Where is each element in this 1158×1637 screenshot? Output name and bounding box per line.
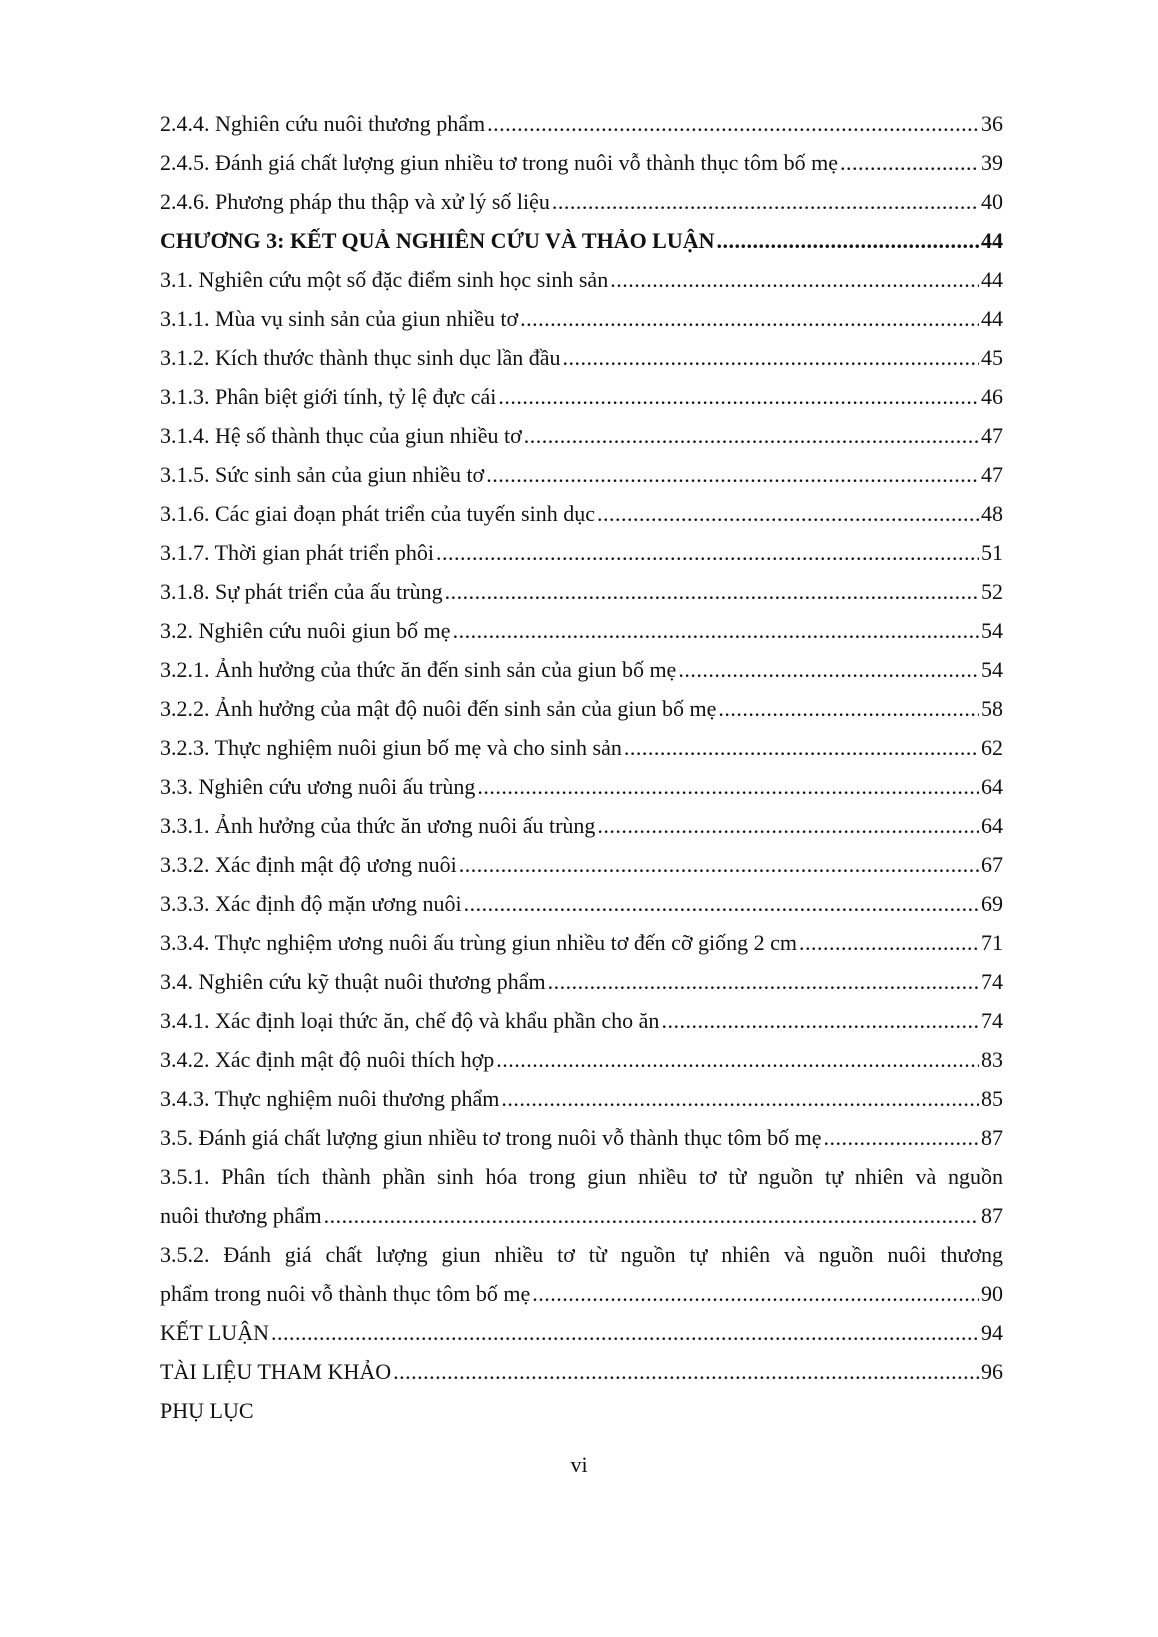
toc-entry[interactable] [160, 1196, 1003, 1235]
toc-entry-page: 54 [981, 618, 1003, 643]
toc-entry[interactable] [160, 1391, 1003, 1430]
toc-entry-page: 47 [981, 423, 1003, 448]
toc-entry-title: 3.3.3. Xác định độ mặn ương nuôi [160, 891, 462, 916]
toc-entry-page: 47 [981, 462, 1003, 487]
toc-entry-title: 3.2.1. Ảnh hưởng của thức ăn đến sinh sản của giun bố mẹ [160, 657, 677, 682]
toc-entry-page: 69 [981, 891, 1003, 916]
toc-entry[interactable] [160, 1274, 1003, 1313]
toc-entry-page: 83 [981, 1047, 1003, 1072]
toc-entry-page: 87 [981, 1203, 1003, 1228]
toc-entry-title: 3.4.1. Xác định loại thức ăn, chế độ và khẩu phần cho ăn [160, 1008, 660, 1033]
toc-entry-page: 64 [981, 774, 1003, 799]
dot-leader [718, 689, 979, 728]
toc-entry-title: TÀI LIỆU THAM KHẢO [160, 1359, 392, 1384]
toc-entry[interactable] [160, 299, 1003, 338]
toc-entry[interactable] [160, 572, 1003, 611]
toc-entry-title: KẾT LUẬN [160, 1320, 269, 1345]
toc-entry-title: 3.1.6. Các giai đoạn phát triển của tuyến sinh dục [160, 501, 595, 526]
toc-entry-title: 3.1.8. Sự phát triển của ấu trùng [160, 579, 443, 604]
dot-leader [597, 806, 979, 845]
dot-leader [717, 221, 979, 260]
toc-entry[interactable] [160, 221, 1003, 260]
toc-entry-title: phẩm trong nuôi vỗ thành thục tôm bố mẹ [160, 1281, 531, 1306]
toc-entry[interactable] [160, 923, 1003, 962]
toc-entry-title: 3.1.5. Sức sinh sản của giun nhiều tơ [160, 462, 485, 487]
toc-entry[interactable] [160, 182, 1003, 221]
toc-entry-page: 90 [981, 1281, 1003, 1306]
toc-entry[interactable] [160, 728, 1003, 767]
toc-entry-line: 3.5.2. Đánh giá chất lượng giun nhiều tơ từ nguồn tự nhiên và nguồn nuôi thương [160, 1242, 1003, 1267]
toc-entry-page: 46 [981, 384, 1003, 409]
dot-leader [548, 962, 979, 1001]
toc-entry-title: 3.1.4. Hệ số thành thục của giun nhiều tơ [160, 423, 522, 448]
dot-leader [524, 416, 979, 455]
toc-entry-title: 3.3.2. Xác định mật độ ương nuôi [160, 852, 457, 877]
toc-entry[interactable] [160, 884, 1003, 923]
dot-leader [597, 494, 979, 533]
toc-entry-title: nuôi thương phẩm [160, 1203, 322, 1228]
dot-leader [563, 338, 979, 377]
toc-entry-title: 3.1.1. Mùa vụ sinh sản của giun nhiều tơ [160, 306, 519, 331]
toc-entry-page: 87 [981, 1125, 1003, 1150]
table-of-contents [160, 104, 1003, 1430]
toc-entry[interactable] [160, 143, 1003, 182]
toc-entry-title: 3.1.2. Kích thước thành thục sinh dục lần đầu [160, 345, 561, 370]
toc-entry-page: 74 [981, 1008, 1003, 1033]
toc-entry-page: 44 [981, 228, 1003, 253]
toc-entry-page: 39 [981, 150, 1003, 175]
dot-leader [324, 1196, 979, 1235]
dot-leader [271, 1313, 979, 1352]
toc-entry[interactable] [160, 1352, 1003, 1391]
toc-entry-page: 45 [981, 345, 1003, 370]
toc-entry-title: 2.4.6. Phương pháp thu thập và xử lý số liệu [160, 189, 550, 214]
toc-entry-page: 85 [981, 1086, 1003, 1111]
dot-leader [487, 104, 979, 143]
page-number: vi [570, 1452, 588, 1477]
toc-entry-page: 64 [981, 813, 1003, 838]
dot-leader [436, 533, 979, 572]
dot-leader [823, 1118, 979, 1157]
toc-entry-page: 48 [981, 501, 1003, 526]
dot-leader [532, 1274, 979, 1313]
dot-leader [393, 1352, 979, 1391]
toc-entry[interactable] [160, 455, 1003, 494]
toc-entry[interactable] [160, 767, 1003, 806]
toc-entry[interactable] [160, 650, 1003, 689]
dot-leader [459, 845, 979, 884]
toc-entry[interactable] [160, 416, 1003, 455]
dot-leader [486, 455, 979, 494]
toc-entry-title: CHƯƠNG 3: KẾT QUẢ NGHIÊN CỨU VÀ THẢO LUẬN [160, 228, 715, 253]
toc-entry-page: 36 [981, 111, 1003, 136]
toc-entry-page: 74 [981, 969, 1003, 994]
dot-leader [624, 728, 979, 767]
toc-entry-title: 2.4.5. Đánh giá chất lượng giun nhiều tơ trong nuôi vỗ thành thục tôm bố mẹ [160, 150, 838, 175]
dot-leader [496, 1040, 979, 1079]
toc-entry-page: 54 [981, 657, 1003, 682]
toc-entry[interactable] [160, 260, 1003, 299]
dot-leader [840, 143, 979, 182]
dot-leader [610, 260, 979, 299]
toc-entry[interactable] [160, 611, 1003, 650]
toc-entry-page: 51 [981, 540, 1003, 565]
toc-entry[interactable] [160, 689, 1003, 728]
toc-entry-title: 3.2.2. Ảnh hưởng của mật độ nuôi đến sinh sản của giun bố mẹ [160, 696, 717, 721]
dot-leader [661, 1001, 979, 1040]
toc-entry[interactable] [160, 806, 1003, 845]
toc-entry-title: 3.1.3. Phân biệt giới tính, tỷ lệ đực cái [160, 384, 497, 409]
toc-entry[interactable] [160, 1040, 1003, 1079]
toc-entry-page: 40 [981, 189, 1003, 214]
toc-entry-page: 44 [981, 267, 1003, 292]
toc-entry-title: 3.1. Nghiên cứu một số đặc điểm sinh học sinh sản [160, 267, 609, 292]
toc-entry-title: 3.3.1. Ảnh hưởng của thức ăn ương nuôi ấu trùng [160, 813, 596, 838]
toc-entry[interactable] [160, 1079, 1003, 1118]
dot-leader [477, 767, 979, 806]
toc-entry-title: 3.2. Nghiên cứu nuôi giun bố mẹ [160, 618, 451, 643]
toc-entry-page: 71 [981, 930, 1003, 955]
dot-leader [501, 1079, 979, 1118]
toc-entry-page: 62 [981, 735, 1003, 760]
toc-entry-title: 3.2.3. Thực nghiệm nuôi giun bố mẹ và cho sinh sản [160, 735, 622, 760]
toc-entry[interactable] [160, 494, 1003, 533]
toc-entry[interactable] [160, 1118, 1003, 1157]
toc-entry-title: 3.4.3. Thực nghiệm nuôi thương phẩm [160, 1086, 500, 1111]
toc-entry-title: 3.1.7. Thời gian phát triển phôi [160, 540, 434, 565]
dot-leader [453, 611, 979, 650]
toc-entry[interactable] [160, 377, 1003, 416]
dot-leader [552, 182, 979, 221]
toc-entry-title: 3.3.4. Thực nghiệm ương nuôi ấu trùng giun nhiều tơ đến cỡ giống 2 cm [160, 930, 797, 955]
toc-entry[interactable] [160, 962, 1003, 1001]
toc-entry[interactable] [160, 1313, 1003, 1352]
toc-entry-title: 3.4. Nghiên cứu kỹ thuật nuôi thương phẩm [160, 969, 546, 994]
dot-leader [464, 884, 979, 923]
dot-leader [520, 299, 979, 338]
toc-entry[interactable] [160, 338, 1003, 377]
toc-entry-title: 3.3. Nghiên cứu ương nuôi ấu trùng [160, 774, 476, 799]
toc-entry-page: 67 [981, 852, 1003, 877]
toc-entry-page: 44 [981, 306, 1003, 331]
toc-entry-page: 96 [981, 1359, 1003, 1384]
toc-entry[interactable] [160, 1001, 1003, 1040]
toc-entry-line: 3.5.1. Phân tích thành phần sinh hóa trong giun nhiều tơ từ nguồn tự nhiên và nguồn [160, 1164, 1003, 1189]
toc-entry-page: 94 [981, 1320, 1003, 1345]
dot-leader [799, 923, 979, 962]
toc-entry[interactable] [160, 104, 1003, 143]
toc-entry-page: 58 [981, 696, 1003, 721]
dot-leader [678, 650, 979, 689]
toc-entry-title: PHỤ LỤC [160, 1398, 254, 1423]
toc-entry-title: 3.5. Đánh giá chất lượng giun nhiều tơ trong nuôi vỗ thành thục tôm bố mẹ [160, 1125, 822, 1150]
toc-entry[interactable] [160, 845, 1003, 884]
dot-leader [445, 572, 979, 611]
toc-entry-page: 52 [981, 579, 1003, 604]
toc-entry-title: 3.4.2. Xác định mật độ nuôi thích hợp [160, 1047, 495, 1072]
toc-entry[interactable] [160, 533, 1003, 572]
toc-entry-title: 2.4.4. Nghiên cứu nuôi thương phẩm [160, 111, 486, 136]
dot-leader [498, 377, 979, 416]
